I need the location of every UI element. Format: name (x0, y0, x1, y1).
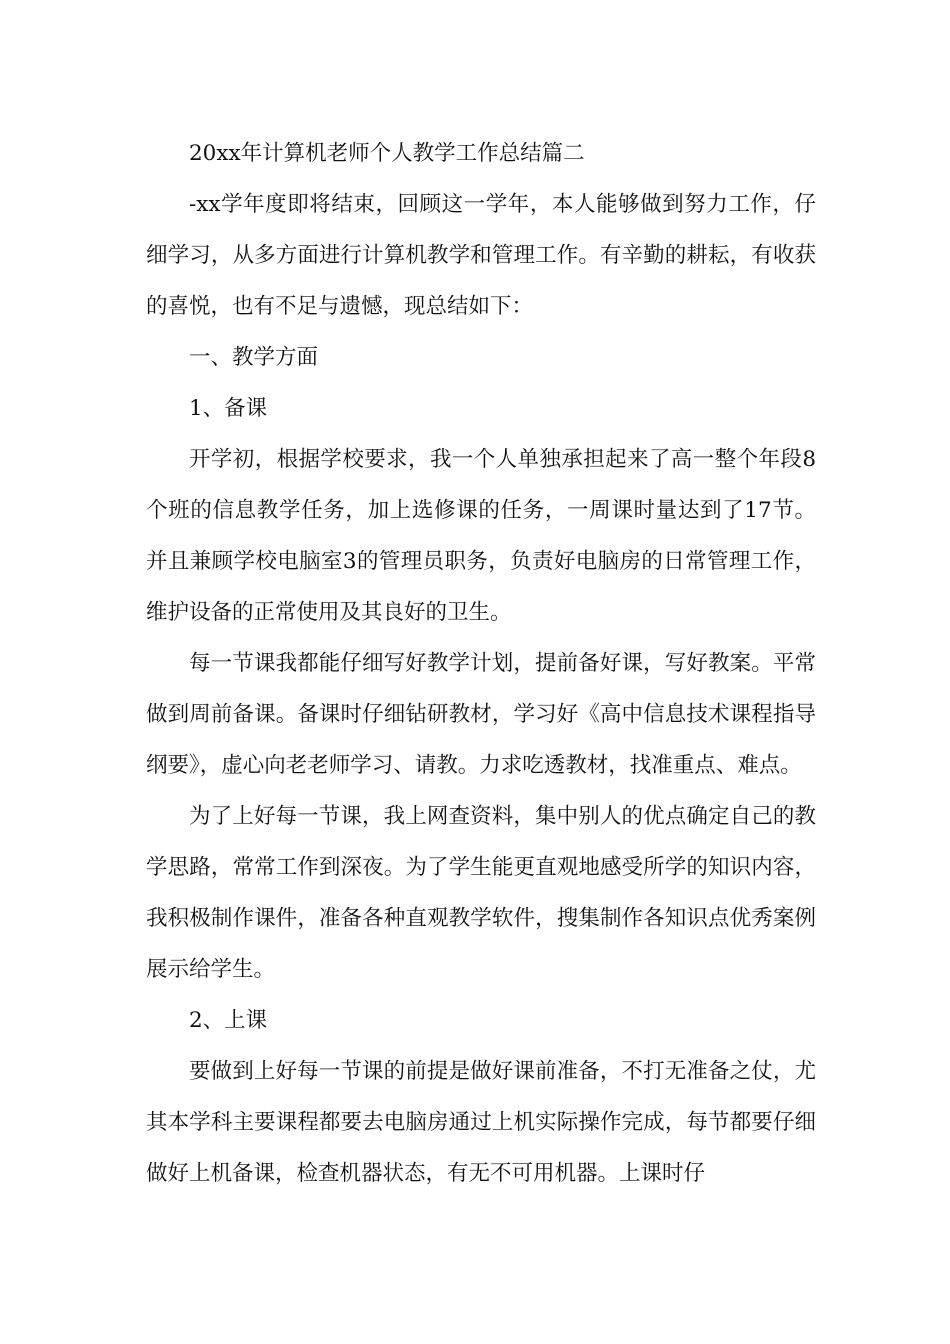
subheading-lesson-prep: 1、备课 (189, 396, 268, 421)
section-heading-teaching: 一、教学方面 (189, 345, 319, 370)
document-title: 20xx年计算机老师个人教学工作总结篇二 (189, 141, 585, 166)
body-paragraph: 要做到上好每一节课的前提是做好课前准备，不打无准备之仗，尤其本学科主要课程都要去电脑房通过上机实际操作完成，每节都要仔细做好上机备课，检查机器状态，有无不可用机器。上课时仔 (146, 1059, 816, 1186)
intro-paragraph: -xx学年度即将结束，回顾这一学年，本人能够做到努力工作，仔细学习，从多方面进行计算机教学和管理工作。有辛勤的耕耘，有收获的喜悦，也有不足与遗憾，现总结如下： (146, 192, 816, 319)
subheading-class: 2、上课 (189, 1008, 268, 1033)
body-paragraph: 开学初，根据学校要求，我一个人单独承担起来了高一整个年段8个班的信息教学任务，加上选修课的任务，一周课时量达到了17节。并且兼顾学校电脑室3的管理员职务，负责好电脑房的日常管理工作，维护设备的正常使用及其良好的卫生。 (146, 447, 816, 625)
document-body (146, 128, 816, 1199)
body-paragraph: 每一节课我都能仔细写好教学计划，提前备好课，写好教案。平常做到周前备课。备课时仔细钻研教材，学习好《高中信息技术课程指导纲要》，虚心向老老师学习、请教。力求吃透教材，找准重点、难点。 (146, 651, 816, 778)
body-paragraph: 为了上好每一节课，我上网查资料，集中别人的优点确定自己的教学思路，常常工作到深夜。为了学生能更直观地感受所学的知识内容，我积极制作课件，准备各种直观教学软件，搜集制作各知识点优秀案例展示给学生。 (146, 804, 816, 982)
